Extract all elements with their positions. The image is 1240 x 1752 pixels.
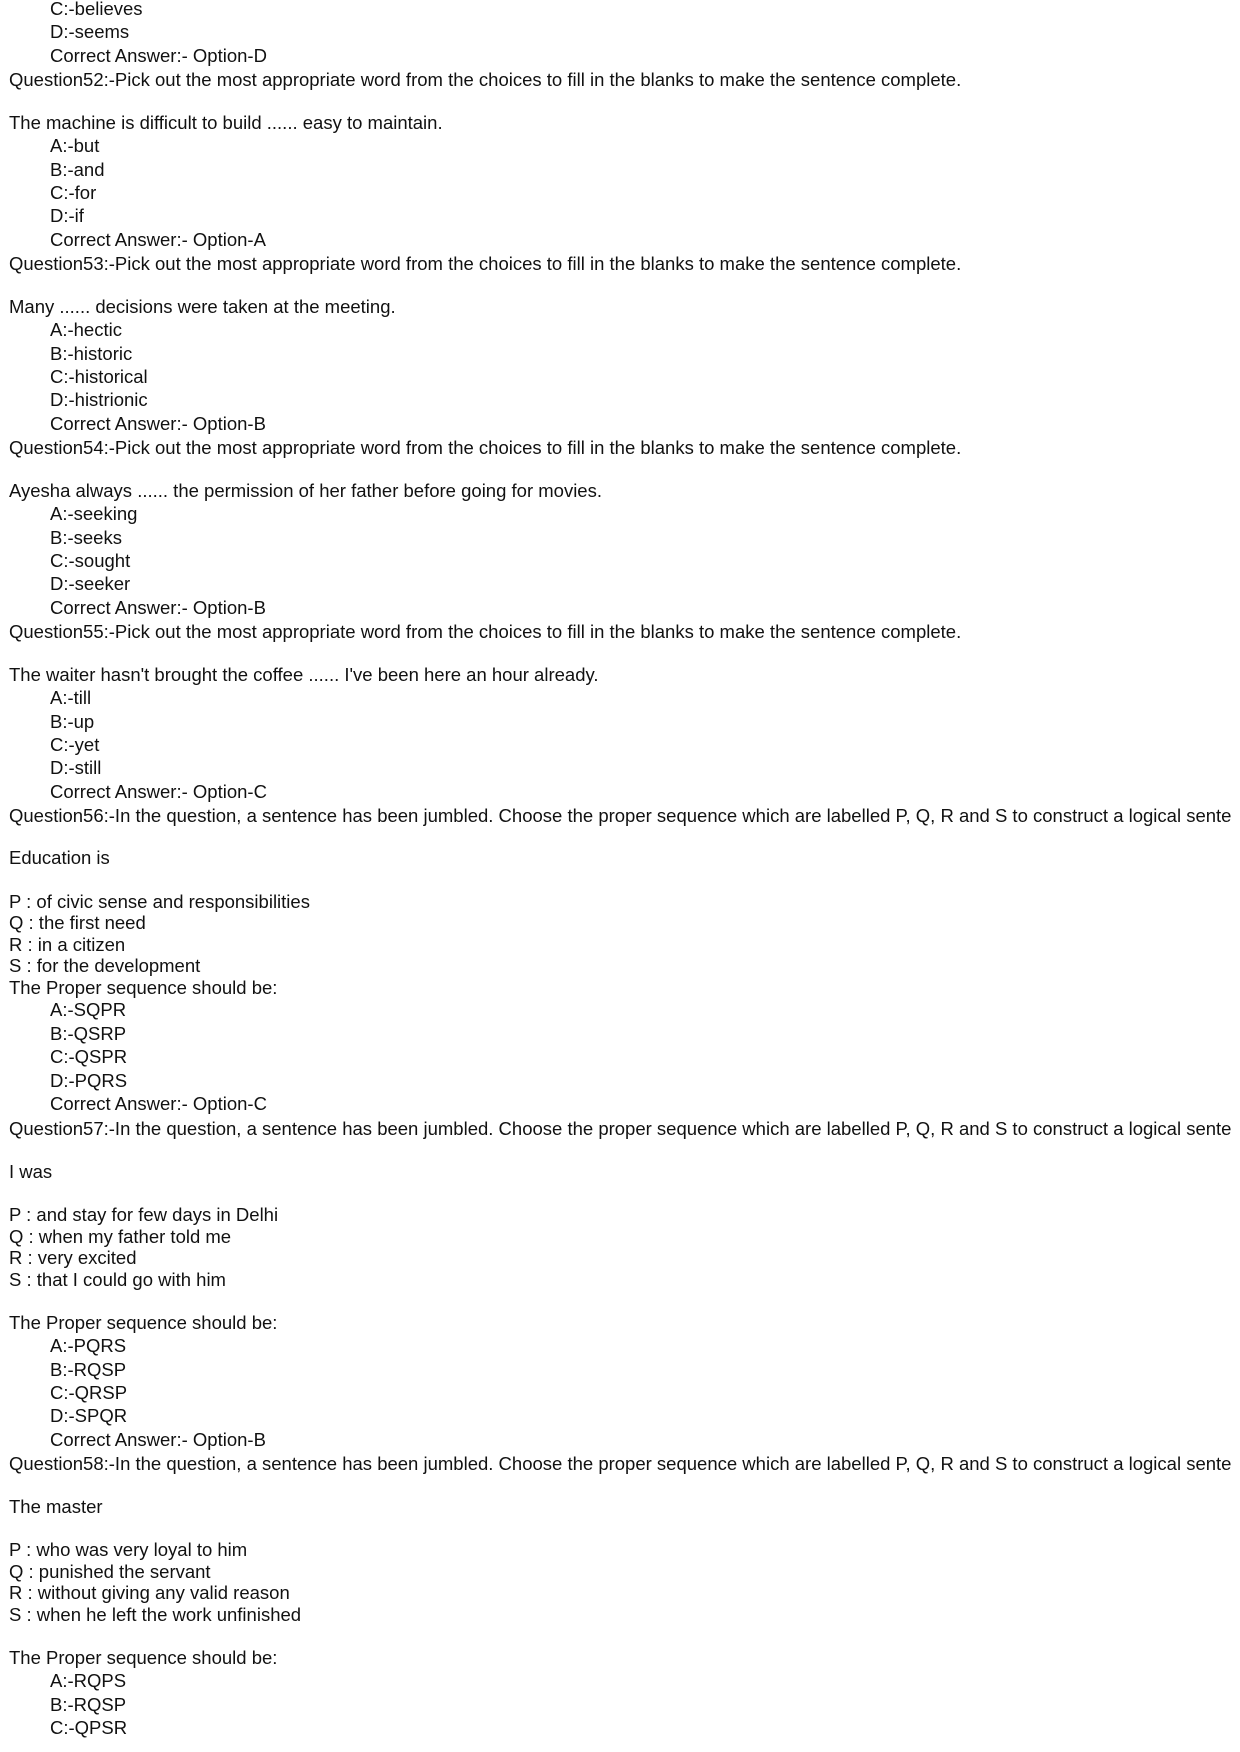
question-title: Question56:-In the question, a sentence has been jumbled. Choose the proper sequence which are labelled P, Q, R and S to construct a logical sente	[9, 805, 1232, 826]
question-prompt: The waiter hasn't brought the coffee ...... I've been here an hour already.	[9, 664, 599, 685]
sequence-label: The Proper sequence should be:	[9, 977, 278, 998]
question-title: Question58:-In the question, a sentence has been jumbled. Choose the proper sequence which are labelled P, Q, R and S to construct a logical sente	[9, 1453, 1232, 1474]
option-d: D:-if	[50, 205, 84, 226]
option-b: B:-RQSP	[50, 1359, 127, 1380]
sentence-stem: I was	[9, 1161, 53, 1182]
question-prompt: Many ...... decisions were taken at the meeting.	[9, 296, 396, 317]
correct-answer: Correct Answer:- Option-B	[50, 1429, 266, 1450]
option-b: B:-seeks	[50, 527, 122, 548]
question-prompt: The machine is difficult to build ...... easy to maintain.	[9, 112, 443, 133]
option-d: D:-still	[50, 757, 102, 778]
option-b: B:-up	[50, 711, 95, 732]
option-a: A:-seeking	[50, 503, 138, 524]
jumbled-part-p: P : who was very loyal to him	[9, 1539, 248, 1560]
jumbled-part-q: Q : when my father told me	[9, 1226, 232, 1247]
jumbled-part-s: S : for the development	[9, 955, 201, 976]
option-c: C:-QPSR	[50, 1717, 128, 1738]
question-title: Question53:-Pick out the most appropriate word from the choices to fill in the blanks to make the sentence complete.	[9, 253, 962, 274]
option-c: C:-QSPR	[50, 1046, 128, 1067]
option-c: C:-sought	[50, 550, 131, 571]
sequence-label: The Proper sequence should be:	[9, 1647, 278, 1668]
jumbled-part-p: P : of civic sense and responsibilities	[9, 891, 310, 912]
sequence-label: The Proper sequence should be:	[9, 1312, 278, 1333]
option-a: A:-RQPS	[50, 1670, 127, 1691]
option-d: D:-SPQR	[50, 1405, 128, 1426]
jumbled-part-p: P : and stay for few days in Delhi	[9, 1204, 279, 1225]
correct-answer: Correct Answer:- Option-C	[50, 781, 267, 802]
option-c: C:-for	[50, 182, 97, 203]
jumbled-part-r: R : in a citizen	[9, 934, 126, 955]
option-c: C:-historical	[50, 366, 148, 387]
option-d: D:-histrionic	[50, 389, 148, 410]
correct-answer: Correct Answer:- Option-B	[50, 413, 266, 434]
option-d: D:-seeker	[50, 573, 131, 594]
option-a: A:-till	[50, 687, 92, 708]
jumbled-part-r: R : very excited	[9, 1247, 137, 1268]
option-a: A:-but	[50, 135, 100, 156]
correct-answer: Correct Answer:- Option-A	[50, 229, 266, 250]
option-b: B:-QSRP	[50, 1023, 127, 1044]
jumbled-part-r: R : without giving any valid reason	[9, 1582, 290, 1603]
sentence-stem: The master	[9, 1496, 103, 1517]
correct-answer: Correct Answer:- Option-B	[50, 597, 266, 618]
correct-answer: Correct Answer:- Option-C	[50, 1093, 267, 1114]
option-b: B:-RQSP	[50, 1694, 127, 1715]
option-c: C:-believes	[50, 0, 143, 19]
correct-answer: Correct Answer:- Option-D	[50, 45, 267, 66]
option-a: A:-hectic	[50, 319, 122, 340]
question-title: Question54:-Pick out the most appropriate word from the choices to fill in the blanks to make the sentence complete.	[9, 437, 962, 458]
option-d: D:-seems	[50, 21, 130, 42]
option-d: D:-PQRS	[50, 1070, 128, 1091]
question-title: Question55:-Pick out the most appropriate word from the choices to fill in the blanks to make the sentence complete.	[9, 621, 962, 642]
option-b: B:-and	[50, 159, 105, 180]
jumbled-part-s: S : when he left the work unfinished	[9, 1604, 302, 1625]
option-a: A:-PQRS	[50, 1335, 127, 1356]
question-title: Question52:-Pick out the most appropriate word from the choices to fill in the blanks to make the sentence complete.	[9, 69, 962, 90]
jumbled-part-s: S : that I could go with him	[9, 1269, 226, 1290]
sentence-stem: Education is	[9, 847, 110, 868]
option-a: A:-SQPR	[50, 999, 127, 1020]
jumbled-part-q: Q : punished the servant	[9, 1561, 211, 1582]
question-prompt: Ayesha always ...... the permission of her father before going for movies.	[9, 480, 602, 501]
option-c: C:-yet	[50, 734, 100, 755]
option-b: B:-historic	[50, 343, 133, 364]
option-c: C:-QRSP	[50, 1382, 128, 1403]
jumbled-part-q: Q : the first need	[9, 912, 146, 933]
question-title: Question57:-In the question, a sentence has been jumbled. Choose the proper sequence which are labelled P, Q, R and S to construct a logical sente	[9, 1118, 1232, 1139]
